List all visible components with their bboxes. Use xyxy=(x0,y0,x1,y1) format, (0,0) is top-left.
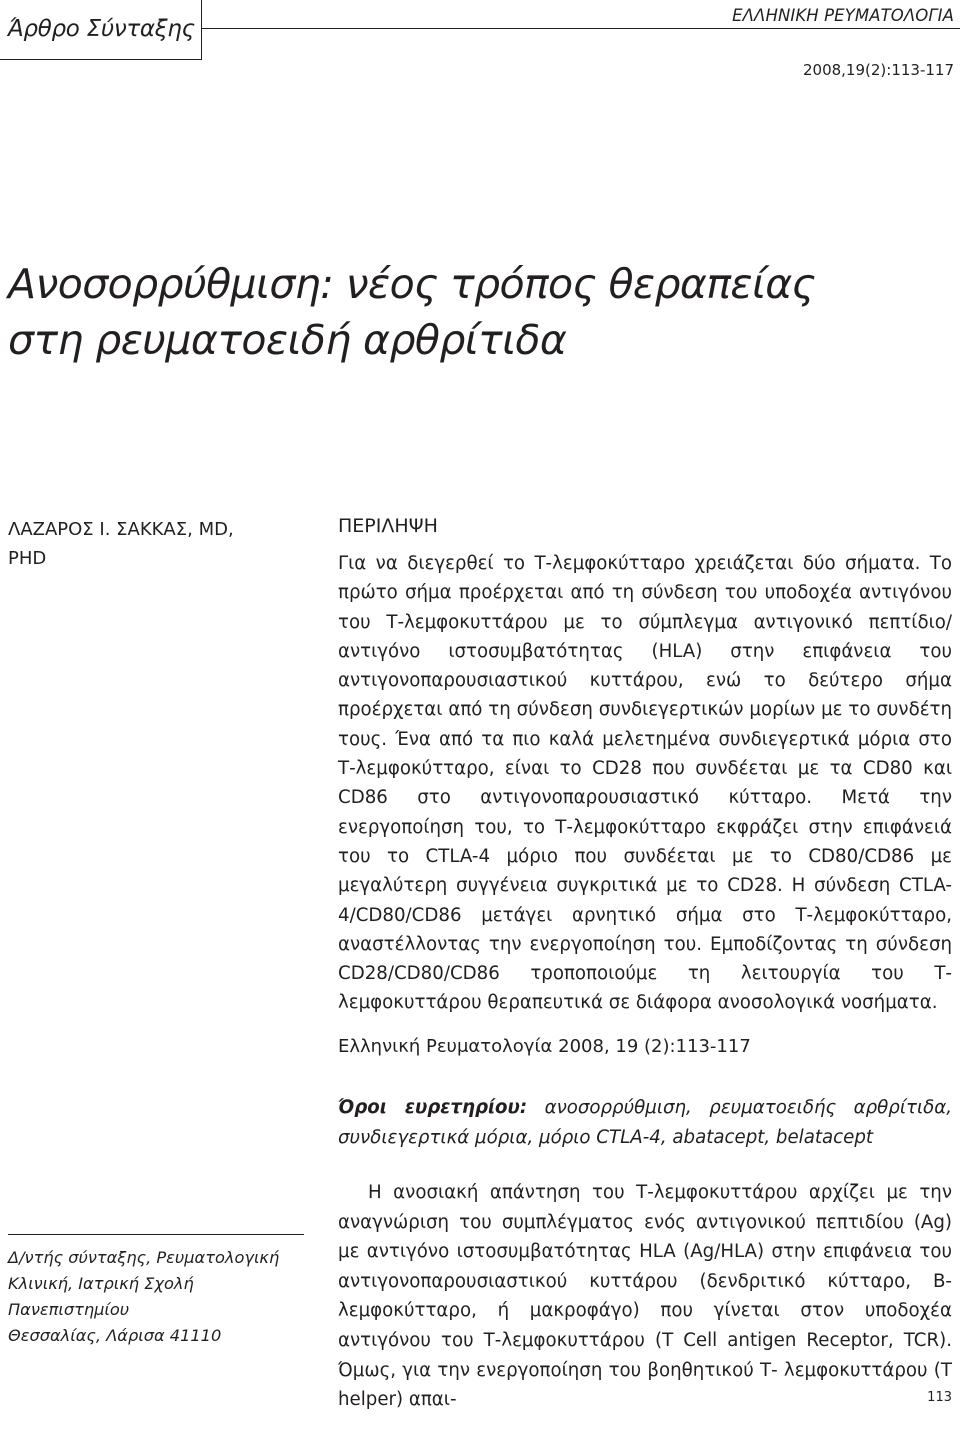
keywords-label: Όροι ευρετηρίου: xyxy=(338,1097,528,1118)
author-line-1: ΛΑΖΑΡΟΣ Ι. ΣΑΚΚΑΣ, MD, xyxy=(8,519,234,540)
section-label-box xyxy=(0,0,202,60)
abstract-text: Για να διεγερθεί το Τ-λεμφοκύτταρο χρειάζεται δύο σήματα. Το πρώτο σήμα προέρχεται από τη σύνδεση του υποδοχέα αντιγόνου του Τ-λεμφοκυττάρου με το σύμπλεγμα αντιγονικό πεπτίδιο/αντιγόνο ιστοσυμβατότητας (HLA) στην επιφάνεια του αντιγονοπαρουσιαστικού κυττάρου, ενώ το δεύτερο σήμα προέρχεται από τη σύνδεση συνδιεγερτικών μορίων με το συνδέτη τους. Ένα από τα πιο καλά μελετημένα συνδιεγερτικά μόρια στο Τ-λεμφοκύτταρο, είναι το CD28 που συνδέεται με τα CD80 και CD86 στο αντιγονοπαρουσιαστικό κύτταρο. Μετά την ενεργοποίηση του, το Τ-λεμφοκύτταρο εκφράζει στην επιφάνειά του το CTLA-4 μόριο που συνδέεται με το CD80/CD86 με μεγαλύτερη συγγένεια συγκριτικά με το CD28. Η σύνδεση CTLA-4/CD80/CD86 μετάγει αρνητικό σήμα στο Τ-λεμφοκύτταρο, αναστέλλοντας την ενεργοποίηση του. Εμποδίζοντας τη σύνδεση CD28/CD80/CD86 τροποποιούμε τη λειτουργία του Τ-λεμφοκυττάρου θεραπευτικά σε διάφορα ανοσολογικά νοσήματα. xyxy=(338,553,952,1014)
author-affiliation xyxy=(8,1245,308,1349)
header-citation: 2008,19(2):113-117 xyxy=(802,61,954,79)
title-line-2: στη ρευματοειδή αρθρίτιδα xyxy=(8,316,567,364)
journal-name: ΕΛΛΗΝΙΚΗ ΡΕΥΜΑΤΟΛΟΓΙΑ xyxy=(724,6,954,25)
page-number: 113 xyxy=(927,1390,952,1405)
author-line-2: PHD xyxy=(8,548,47,569)
affiliation-line-3: Θεσσαλίας, Λάρισα 41110 xyxy=(8,1326,222,1345)
article-title xyxy=(8,256,908,368)
header-rule xyxy=(202,28,960,29)
section-label: Άρθρο Σύνταξης xyxy=(8,16,195,42)
author xyxy=(8,515,308,573)
title-line-1: Ανοσορρύθμιση: νέος τρόπος θεραπείας xyxy=(8,260,816,308)
footnote-rule xyxy=(8,1234,304,1235)
keywords xyxy=(338,1093,952,1152)
affiliation-line-2: Κλινική, Ιατρική Σχολή Πανεπιστημίου xyxy=(8,1274,194,1319)
abstract-heading: ΠΕΡΙΛΗΨΗ xyxy=(338,515,438,537)
keywords-text: ανοσορρύθμιση, ρευματοειδής αρθρίτιδα, συνδιεγερτικά μόρια, μόριο CTLA-4, abatacept, belatacept xyxy=(338,1097,952,1148)
body-paragraph: Η ανοσιακή απάντηση του Τ-λεμφοκυττάρου αρχίζει με την αναγνώριση του συμπλέγματος ενός αντιγονικού πεπτιδίου (Ag) με αντιγόνο ιστοσυμβατότητας HLA (Ag/HLA) στην επιφάνεια του αντιγονοπαρουσιαστικού κυττάρου (δενδριτικό κύτταρο, Β-λεμφοκύτταρο, ή μακροφάγο) που γίνεται στον υποδοχέα αντιγόνου του Τ-λεμφοκυττάρου (T Cell antigen Receptor, TCR). Όμως, για την ενεργοποίηση του βοηθητικού Τ- λεμφοκυττάρου (T helper) απαι- xyxy=(338,1182,952,1411)
journal-citation: Ελληνική Ρευματολογία 2008, 19 (2):113-117 xyxy=(338,1036,751,1057)
affiliation-line-1: Δ/ντής σύνταξης, Ρευματολογική xyxy=(8,1248,280,1267)
